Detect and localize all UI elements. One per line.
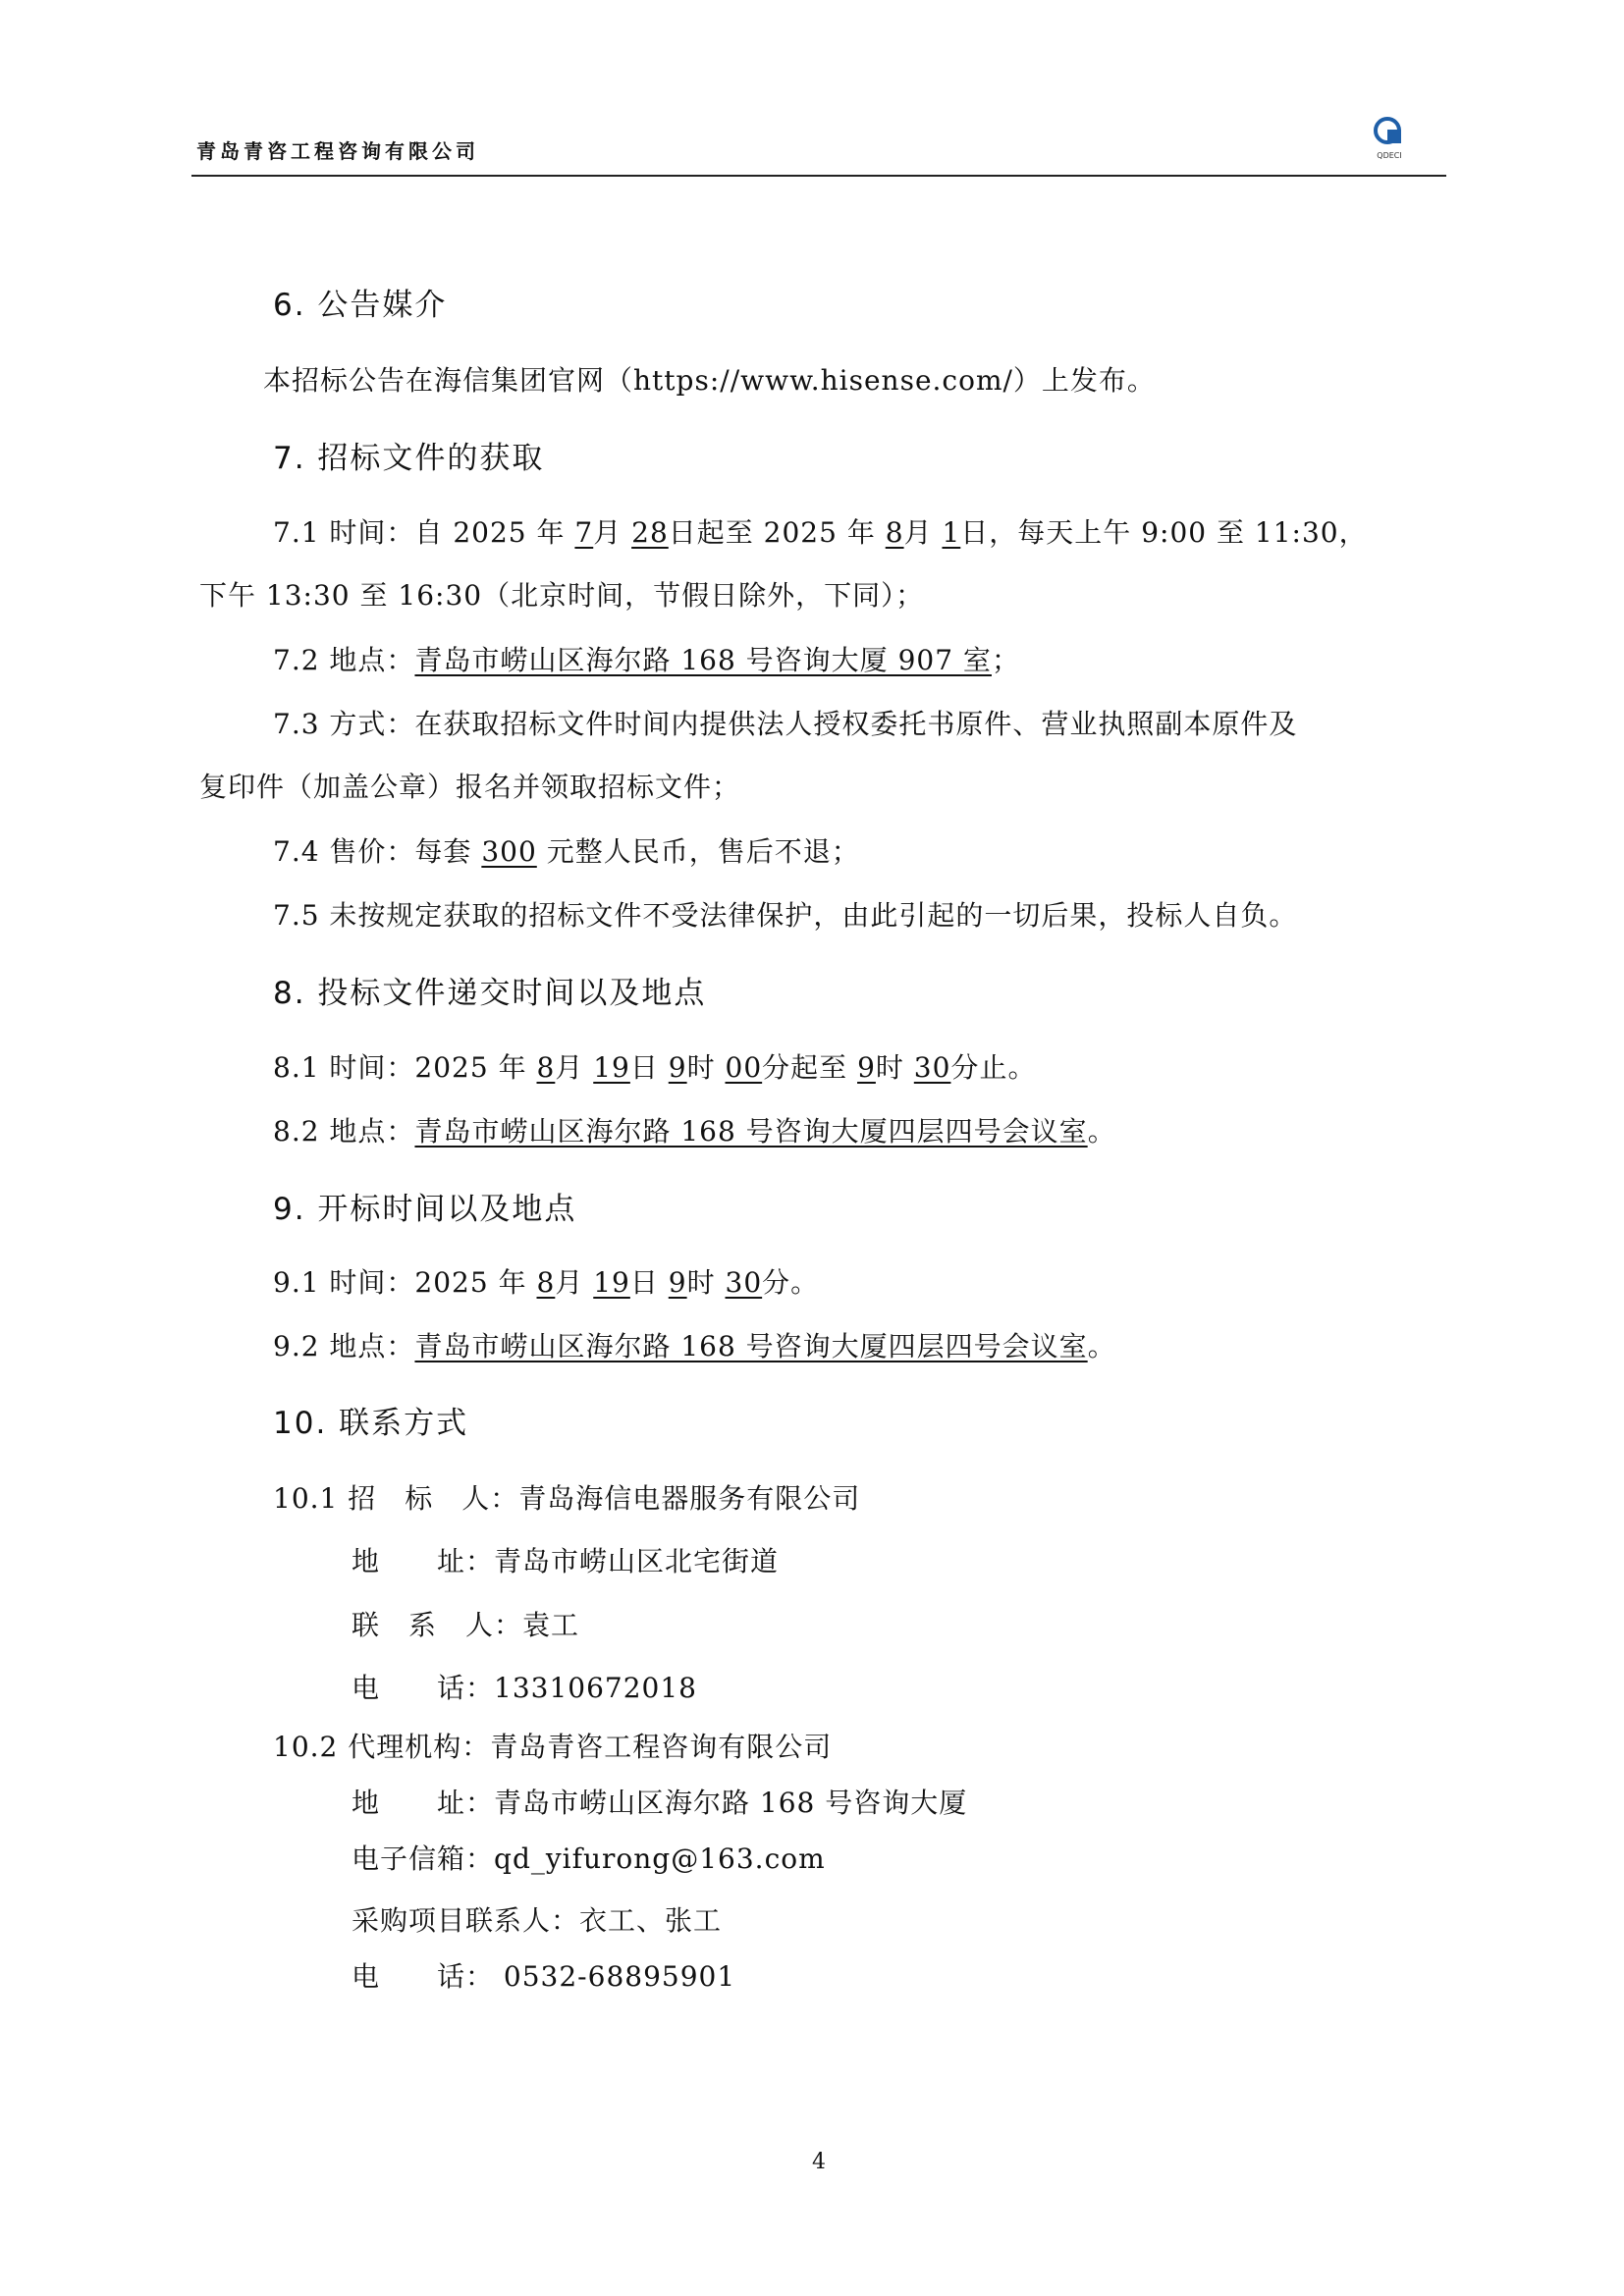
item-7-4: 7.4 售价：每套 300 元整人民币，售后不退；	[273, 835, 860, 868]
section-8-title: 8. 投标文件递交时间以及地点	[273, 976, 707, 1011]
item-8-1: 8.1 时间：2025 年 8月 19日 9时 00分起至 9时 30分止。	[273, 1051, 1037, 1084]
agency-contact: 采购项目联系人：衣工、张工	[352, 1904, 723, 1937]
item-8-2: 8.2 地点：青岛市崂山区海尔路 168 号咨询大厦四层四号会议室。	[273, 1115, 1116, 1148]
company-logo	[1370, 116, 1409, 161]
section-9-title: 9. 开标时间以及地点	[273, 1192, 577, 1227]
page-number: 4	[812, 2150, 826, 2174]
tenderer-line: 10.1 招 标 人：青岛海信电器服务有限公司	[273, 1482, 861, 1515]
header-company-name: 青岛青咨工程咨询有限公司	[196, 139, 479, 163]
agency-phone: 电 话： 0532-68895901	[352, 1960, 736, 1993]
agency-address: 地 址：青岛市崂山区海尔路 168 号咨询大厦	[352, 1787, 968, 1819]
item-7-5: 7.5 未按规定获取的招标文件不受法律保护，由此引起的一切后果，投标人自负。	[273, 899, 1298, 932]
logo-text: QDECI	[1377, 151, 1402, 160]
item-7-3: 7.3 方式：在获取招标文件时间内提供法人授权委托书原件、营业执照副本原件及	[273, 708, 1298, 740]
agency-line: 10.2 代理机构：青岛青咨工程咨询有限公司	[273, 1731, 833, 1763]
tenderer-address: 地 址：青岛市崂山区北宅街道	[352, 1545, 780, 1577]
section-6-text: 本招标公告在海信集团官网（https://www.hisense.com/）上发布。	[263, 364, 1156, 397]
item-7-2: 7.2 地点：青岛市崂山区海尔路 168 号咨询大厦 907 室；	[273, 644, 1020, 676]
item-7-1-cont: 下午 13:30 至 16:30（北京时间，节假日除外，下同）；	[199, 579, 925, 612]
section-10-title: 10. 联系方式	[273, 1406, 469, 1441]
item-7-1: 7.1 时间：自 2025 年 7月 28日起至 2025 年 8月 1日，每天上午 9:00 至 11:30，	[273, 516, 1368, 549]
tenderer-phone: 电 话：13310672018	[352, 1672, 697, 1704]
item-7-3-cont: 复印件（加盖公章）报名并领取招标文件；	[199, 771, 741, 803]
section-7-title: 7. 招标文件的获取	[273, 441, 545, 476]
item-9-1: 9.1 时间：2025 年 8月 19日 9时 30分。	[273, 1266, 820, 1299]
agency-email: 电子信箱：qd_yifurong@163.com	[352, 1842, 826, 1875]
section-6-title: 6. 公告媒介	[273, 288, 448, 323]
header-divider	[191, 175, 1446, 177]
item-9-2: 9.2 地点：青岛市崂山区海尔路 168 号咨询大厦四层四号会议室。	[273, 1330, 1116, 1362]
tenderer-contact: 联 系 人：袁工	[352, 1609, 580, 1641]
